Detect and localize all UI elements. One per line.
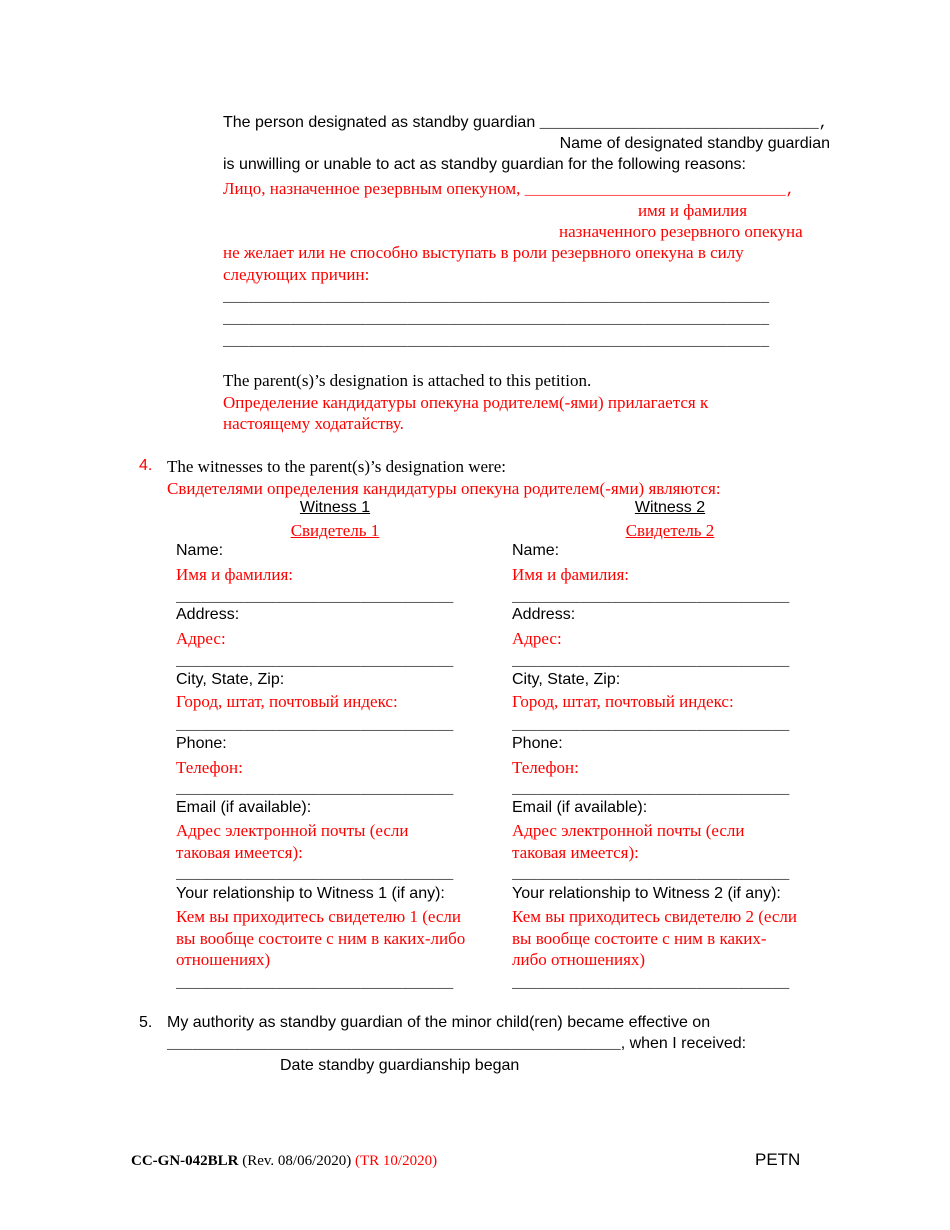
effective-date-field[interactable]: ______________________________________________________ — [167, 1037, 621, 1053]
standby-guardian-name-field-ru[interactable]: _____________________________, — [524, 182, 795, 199]
witness-2-city-label-ru: Город, штат, почтовый индекс: — [512, 692, 734, 711]
witness-1-phone-field[interactable]: _________________________________ — [176, 782, 454, 798]
witness-2-relationship-label-ru-1: Кем вы приходитесь свидетелю 2 (если — [512, 907, 797, 926]
witness-1-email-label-ru-2: таковая имеется): — [176, 843, 303, 862]
witness-2-title-ru: Свидетель 2 — [625, 521, 715, 540]
standby-guardian-text-ru: Лицо, назначенное резервным опекуном, — [223, 179, 521, 198]
witness-1-address-label: Address: — [176, 606, 240, 623]
name-caption-ru-1: имя и фамилия — [637, 201, 748, 220]
witness-1-title: Witness 1 — [299, 499, 371, 516]
witness-2-phone-label-ru: Телефон: — [512, 758, 579, 777]
witness-1-email-label: Email (if available): — [176, 799, 312, 816]
witness-1-relationship-label: Your relationship to Witness 1 (if any): — [176, 885, 445, 902]
translation-date: (TR 10/2020) — [355, 1153, 438, 1169]
name-caption-ru-2: назначенного резервного опекуна — [559, 222, 803, 241]
witness-1-relationship-label-ru-1: Кем вы приходитесь свидетелю 1 (если — [176, 907, 461, 926]
reason-line-2[interactable]: _________________________________________________________________ — [223, 312, 770, 328]
witness-1-relationship-label-ru-2: вы вообще состоите с ним в каких-либо — [176, 929, 466, 948]
witness-2-city-label: City, State, Zip: — [512, 671, 621, 688]
revision-date: (Rev. 08/06/2020) — [242, 1153, 352, 1169]
witness-1-name-label: Name: — [176, 542, 224, 559]
reason-line-3[interactable]: _________________________________________________________________ — [223, 334, 770, 350]
witness-1-email-label-ru-1: Адрес электронной почты (если — [176, 821, 409, 840]
witness-2-email-field[interactable]: _________________________________ — [512, 867, 790, 883]
attached-text-en: The parent(s)’s designation is attached to this petition. — [223, 371, 592, 390]
unwilling-text-en: is unwilling or unable to act as standby guardian for the following reasons: — [223, 156, 746, 173]
witness-2-email-label: Email (if available): — [512, 799, 648, 816]
witnesses-heading-ru: Свидетелями определения кандидатуры опекуна родителем(-ями) являются: — [167, 479, 721, 498]
name-caption-en: Name of designated standby guardian — [559, 135, 830, 152]
when-received-text: , when I received: — [620, 1035, 747, 1052]
effective-date-line — [167, 1035, 746, 1053]
form-code: CC-GN-042BLR — [131, 1153, 239, 1169]
witness-2-title: Witness 2 — [634, 499, 706, 516]
standby-guardian-line — [223, 114, 828, 132]
witness-2-relationship-label: Your relationship to Witness 2 (if any): — [512, 885, 781, 902]
witness-1-phone-label: Phone: — [176, 735, 227, 752]
witness-1-address-label-ru: Адрес: — [176, 629, 226, 648]
witness-1-city-field[interactable]: _________________________________ — [176, 718, 454, 734]
authority-text-en: My authority as standby guardian of the minor child(ren) became effective on — [167, 1014, 711, 1031]
unwilling-text-ru-1: не желает или не способно выступать в роли резервного опекуна в силу — [223, 243, 744, 262]
witness-2-address-label: Address: — [512, 606, 576, 623]
footer-form-id — [131, 1153, 437, 1170]
unwilling-text-ru-2: следующих причин: — [223, 265, 370, 284]
witness-2-relationship-field[interactable]: _________________________________ — [512, 976, 790, 992]
witness-1-title-ru: Свидетель 1 — [290, 521, 380, 540]
witness-1-relationship-label-ru-3: отношениях) — [176, 950, 271, 969]
attached-text-ru-1: Определение кандидатуры опекуна родителем(-ями) прилагается к — [223, 393, 709, 412]
standby-guardian-line-ru — [223, 179, 795, 199]
witness-2-address-label-ru: Адрес: — [512, 629, 562, 648]
witness-2-name-field[interactable]: _________________________________ — [512, 590, 790, 606]
witness-2-relationship-label-ru-3: либо отношениях) — [512, 950, 646, 969]
witness-2-address-field[interactable]: _________________________________ — [512, 654, 790, 670]
section-4-number: 4. — [139, 457, 153, 474]
witness-1-name-label-ru: Имя и фамилия: — [176, 565, 293, 584]
witness-2-email-label-ru-1: Адрес электронной почты (если — [512, 821, 745, 840]
witness-1-relationship-field[interactable]: _________________________________ — [176, 976, 454, 992]
witness-2-phone-field[interactable]: _________________________________ — [512, 782, 790, 798]
witness-1-name-field[interactable]: _________________________________ — [176, 590, 454, 606]
witness-2-relationship-label-ru-2: вы вообще состоите с ним в каких- — [512, 929, 767, 948]
attached-text-ru-2: настоящему ходатайству. — [223, 414, 404, 433]
witness-2-name-label-ru: Имя и фамилия: — [512, 565, 629, 584]
witness-2-city-field[interactable]: _________________________________ — [512, 718, 790, 734]
witness-2-name-label: Name: — [512, 542, 560, 559]
date-caption: Date standby guardianship began — [280, 1057, 520, 1074]
witness-1-city-label-ru: Город, штат, почтовый индекс: — [176, 692, 398, 711]
standby-guardian-text: The person designated as standby guardian — [223, 114, 536, 131]
witness-2-phone-label: Phone: — [512, 735, 563, 752]
witness-1-phone-label-ru: Телефон: — [176, 758, 243, 777]
witness-2-email-label-ru-2: таковая имеется): — [512, 843, 639, 862]
document-type-code: PETN — [755, 1150, 801, 1169]
witnesses-heading-en: The witnesses to the parent(s)’s designation were: — [167, 457, 506, 476]
section-5-number: 5. — [139, 1014, 153, 1031]
reason-line-1[interactable]: _________________________________________________________________ — [223, 290, 770, 306]
witness-1-email-field[interactable]: _________________________________ — [176, 867, 454, 883]
standby-guardian-name-field[interactable]: _______________________________, — [539, 115, 828, 132]
witness-1-address-field[interactable]: _________________________________ — [176, 654, 454, 670]
witness-1-city-label: City, State, Zip: — [176, 671, 285, 688]
